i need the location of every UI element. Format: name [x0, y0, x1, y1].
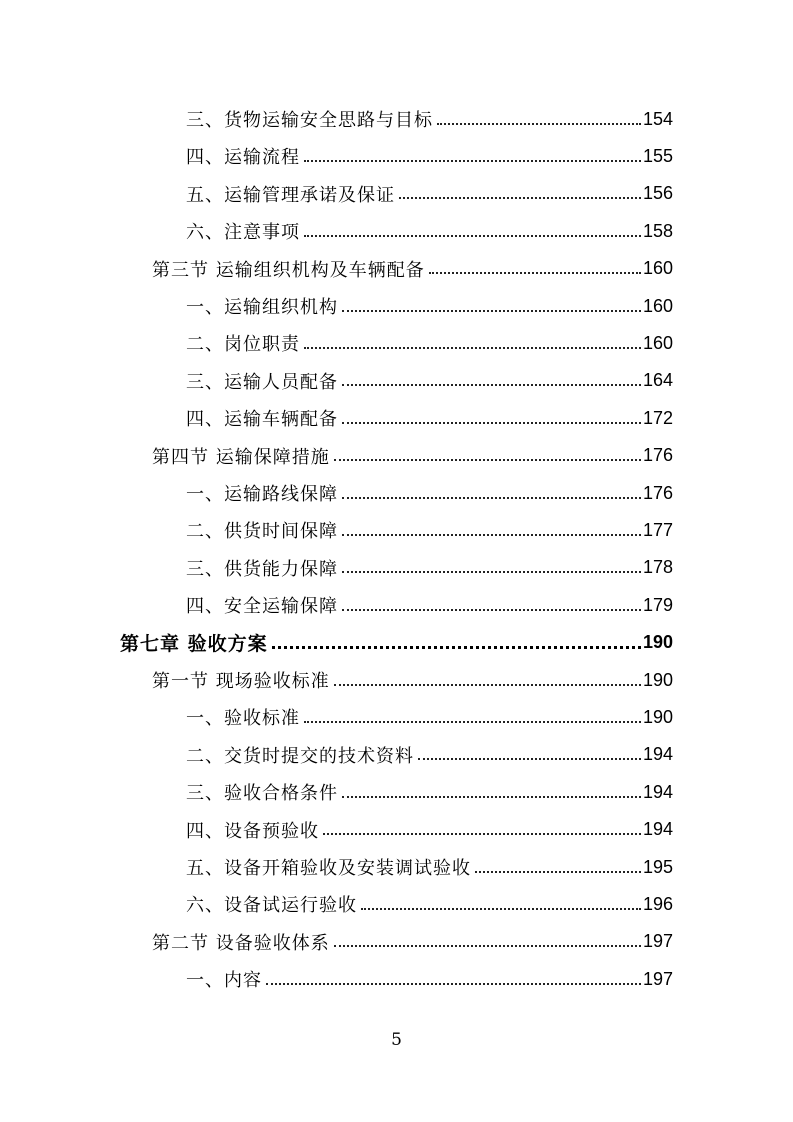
toc-entry-title: 第二节 设备验收体系 — [152, 932, 330, 954]
toc-item-entry[interactable] — [186, 140, 673, 172]
toc-item-entry[interactable] — [186, 851, 673, 883]
toc-entry-title: 二、交货时提交的技术资料 — [186, 745, 414, 767]
dot-leader — [342, 571, 641, 573]
toc-item-entry[interactable] — [186, 514, 673, 546]
dot-leader — [334, 684, 641, 686]
toc-entry-title: 五、设备开箱验收及安装调试验收 — [186, 858, 471, 879]
toc-entry-title: 四、运输车辆配备 — [186, 409, 338, 431]
toc-section-entry[interactable] — [152, 926, 673, 958]
dot-leader — [342, 384, 641, 386]
dot-leader — [342, 796, 641, 798]
dot-leader — [475, 871, 641, 873]
toc-entry-page: 177 — [642, 519, 673, 540]
toc-item-entry[interactable] — [186, 552, 673, 584]
toc-entry-page: 197 — [642, 931, 673, 952]
dot-leader — [342, 609, 641, 611]
toc-entry-title: 四、安全运输保障 — [186, 596, 338, 618]
toc-entry-page: 160 — [642, 332, 673, 353]
toc-item-entry[interactable] — [186, 290, 673, 322]
toc-item-entry[interactable] — [186, 178, 673, 210]
toc-section-entry[interactable] — [152, 440, 673, 472]
toc-item-entry[interactable] — [186, 327, 673, 359]
toc-item-entry[interactable] — [186, 477, 673, 509]
dot-leader — [361, 908, 641, 910]
dot-leader — [334, 459, 641, 461]
dot-leader — [304, 347, 641, 349]
toc-entry-title: 第七章 验收方案 — [120, 633, 268, 656]
toc-entry-title: 五、运输管理承诺及保证 — [186, 184, 395, 206]
toc-entry-title: 第四节 运输保障措施 — [152, 446, 330, 468]
toc-entry-title: 二、岗位职责 — [186, 334, 300, 356]
toc-entry-page: 195 — [642, 856, 673, 877]
toc-entry-title: 三、供货能力保障 — [186, 558, 338, 580]
toc-entry-title: 一、验收标准 — [186, 708, 300, 730]
toc-entry-page: 156 — [642, 183, 673, 204]
dot-leader — [342, 534, 641, 536]
toc-entry-page: 194 — [642, 781, 673, 802]
dot-leader — [266, 983, 641, 985]
toc-entry-page: 176 — [642, 445, 673, 466]
toc-entry-page: 158 — [642, 220, 673, 241]
toc-entry-title: 六、设备试运行验收 — [186, 895, 357, 917]
dot-leader — [429, 272, 641, 274]
toc-entry-title: 四、设备预验收 — [186, 820, 319, 842]
toc-entry-page: 196 — [642, 893, 673, 914]
toc-item-entry[interactable] — [186, 963, 673, 995]
toc-entry-title: 一、内容 — [186, 970, 262, 992]
toc-entry-page: 172 — [642, 407, 673, 428]
toc-entry-page: 160 — [642, 258, 673, 279]
toc-entry-title: 三、运输人员配备 — [186, 371, 338, 393]
toc-item-entry[interactable] — [186, 701, 673, 733]
toc-entry-page: 164 — [642, 370, 673, 391]
dot-leader — [437, 123, 641, 125]
dot-leader — [272, 646, 641, 649]
toc-entry-page: 160 — [642, 295, 673, 316]
dot-leader — [304, 235, 641, 237]
toc-entry-title: 一、运输路线保障 — [186, 484, 338, 505]
toc-entry-page: 178 — [642, 557, 673, 578]
toc-item-entry[interactable] — [186, 402, 673, 434]
toc-item-entry[interactable] — [186, 776, 673, 808]
dot-leader — [323, 833, 641, 835]
toc-item-entry[interactable] — [186, 739, 673, 771]
toc-section-entry[interactable] — [152, 664, 673, 696]
toc-entry-title: 第一节 现场验收标准 — [152, 671, 330, 692]
toc-entry-title: 三、验收合格条件 — [186, 783, 338, 805]
toc-entry-title: 第三节 运输组织机构及车辆配备 — [152, 259, 425, 281]
toc-entry-title: 一、运输组织机构 — [186, 297, 338, 318]
dot-leader — [304, 721, 641, 723]
toc-entry-page: 179 — [642, 594, 673, 615]
toc-entry-title: 四、运输流程 — [186, 147, 300, 169]
toc-item-entry[interactable] — [186, 814, 673, 846]
dot-leader — [304, 160, 641, 162]
dot-leader — [342, 497, 641, 499]
toc-entry-title: 六、注意事项 — [186, 222, 300, 244]
toc-item-entry[interactable] — [186, 888, 673, 920]
toc-section-entry[interactable] — [152, 253, 673, 285]
dot-leader — [399, 197, 641, 199]
toc-entry-page: 154 — [642, 108, 673, 129]
toc-entry-page: 197 — [642, 968, 673, 989]
dot-leader — [342, 310, 641, 312]
toc-item-entry[interactable] — [186, 103, 673, 135]
toc-chapter-entry[interactable] — [120, 627, 673, 659]
toc-entry-page: 176 — [642, 482, 673, 503]
toc-entry-page: 190 — [642, 669, 673, 690]
dot-leader — [418, 758, 641, 760]
dot-leader — [334, 945, 641, 947]
page-number: 5 — [391, 1030, 402, 1050]
toc-item-entry[interactable] — [186, 589, 673, 621]
toc-entry-page: 194 — [642, 744, 673, 765]
toc-entry-page: 194 — [642, 819, 673, 840]
toc-entry-title: 二、供货时间保障 — [186, 521, 338, 543]
dot-leader — [342, 422, 641, 424]
toc-item-entry[interactable] — [186, 365, 673, 397]
toc-item-entry[interactable] — [186, 215, 673, 247]
toc-entry-page: 190 — [642, 706, 673, 727]
toc-entry-page: 190 — [642, 632, 673, 653]
toc-entry-page: 155 — [642, 145, 673, 166]
toc-entry-title: 三、货物运输安全思路与目标 — [186, 110, 433, 131]
